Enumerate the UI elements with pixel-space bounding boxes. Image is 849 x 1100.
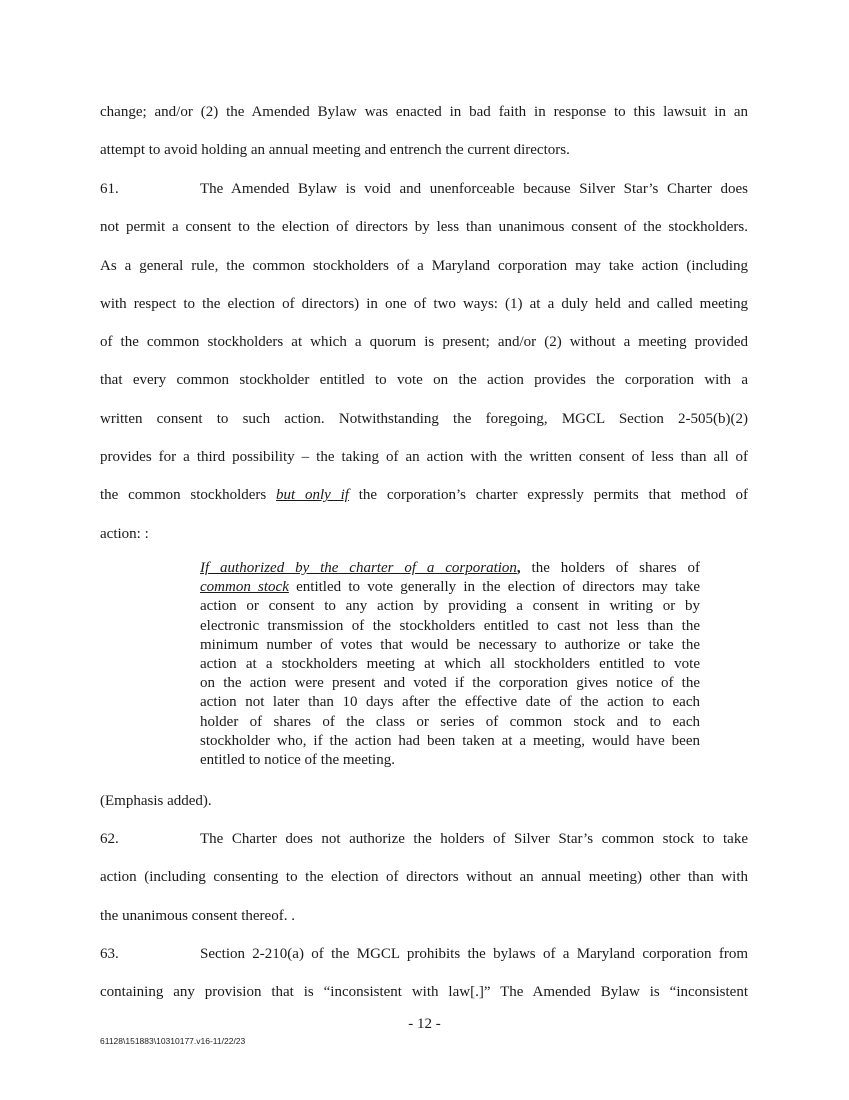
text-line: of the common stockholders at which a quorum is present; and/or (2) without a meeting provided bbox=[100, 334, 748, 351]
quote-line: action or consent to any action by providing a consent in writing or by bbox=[200, 598, 700, 615]
text-line: attempt to avoid holding an annual meeting and entrench the current directors. bbox=[100, 142, 570, 159]
emphasis-text: but only if bbox=[276, 487, 349, 504]
quote-line: stockholder who, if the action had been taken at a meeting, would have been bbox=[200, 732, 700, 749]
emphasis-note bbox=[100, 782, 748, 820]
page-number: - 12 - bbox=[408, 1016, 441, 1032]
text-line: 62. The Charter does not authorize the holders of Silver Star’s common stock to take bbox=[100, 820, 748, 858]
quote-line: minimum number of votes that would be necessary to authorize or take the bbox=[200, 636, 700, 653]
quote-line: on the action were present and voted if the corporation gives notice of the bbox=[200, 675, 700, 692]
paragraph-number: 62. bbox=[100, 831, 119, 847]
quote-line: electronic transmission of the stockholders entitled to cast not less than the bbox=[200, 617, 700, 634]
text-line: the common stockholders but only if the corporation’s charter expressly permits that method of bbox=[100, 487, 748, 504]
text-line: containing any provision that is “inconsistent with law[.]” The Amended Bylaw is “inconsistent bbox=[100, 984, 748, 1001]
document-id: 61128\151883\10310177.v16-11/22/23 bbox=[100, 1036, 246, 1046]
quote-line: common stock entitled to vote generally in the election of directors may take bbox=[200, 579, 700, 596]
text-line: As a general rule, the common stockholders of a Maryland corporation may take action (including bbox=[100, 257, 748, 274]
text-line: not permit a consent to the election of directors by less than unanimous consent of the stockholders. bbox=[100, 219, 748, 236]
paragraph-number: 63. bbox=[100, 946, 119, 962]
text-line: 61. The Amended Bylaw is void and unenforceable because Silver Star’s Charter does bbox=[100, 170, 748, 208]
text-line: (Emphasis added). bbox=[100, 793, 212, 809]
quote-line: action at a stockholders meeting at which all stockholders entitled to vote bbox=[200, 655, 700, 672]
paragraph-number: 61. bbox=[100, 181, 119, 197]
continuation-paragraph bbox=[100, 93, 748, 170]
emphasis-text: common stock bbox=[200, 579, 289, 596]
text-line: with respect to the election of directors) in one of two ways: (1) at a duly held and called meeting bbox=[100, 295, 748, 312]
text-line: 63. Section 2-210(a) of the MGCL prohibits the bylaws of a Maryland corporation from bbox=[100, 935, 748, 973]
text-line: the unanimous consent thereof. . bbox=[100, 907, 295, 924]
emphasis-text: If authorized by the charter of a corporation bbox=[200, 560, 517, 576]
text-line: action: : bbox=[100, 525, 149, 542]
text-line: provides for a third possibility – the taking of an action with the written consent of less than all of bbox=[100, 449, 748, 466]
text-line: change; and/or (2) the Amended Bylaw was enacted in bad faith in response to this lawsuit in an bbox=[100, 104, 748, 120]
paragraph-63 bbox=[100, 935, 748, 1012]
text-line: that every common stockholder entitled to vote on the action provides the corporation with a bbox=[100, 372, 748, 389]
paragraph-61 bbox=[100, 170, 748, 553]
quote-line: holder of shares of the class or series of common stock and to each bbox=[200, 713, 700, 730]
text-line: written consent to such action. Notwithstanding the foregoing, MGCL Section 2-505(b)(2) bbox=[100, 410, 748, 427]
quote-line: entitled to notice of the meeting. bbox=[200, 751, 395, 768]
text-line: action (including consenting to the election of directors without an annual meeting) other than with bbox=[100, 869, 748, 886]
block-quote bbox=[200, 559, 700, 770]
quote-line: If authorized by the charter of a corporation, the holders of shares of bbox=[200, 560, 700, 576]
quote-line: action not later than 10 days after the effective date of the action to each bbox=[200, 694, 700, 711]
paragraph-62 bbox=[100, 820, 748, 935]
